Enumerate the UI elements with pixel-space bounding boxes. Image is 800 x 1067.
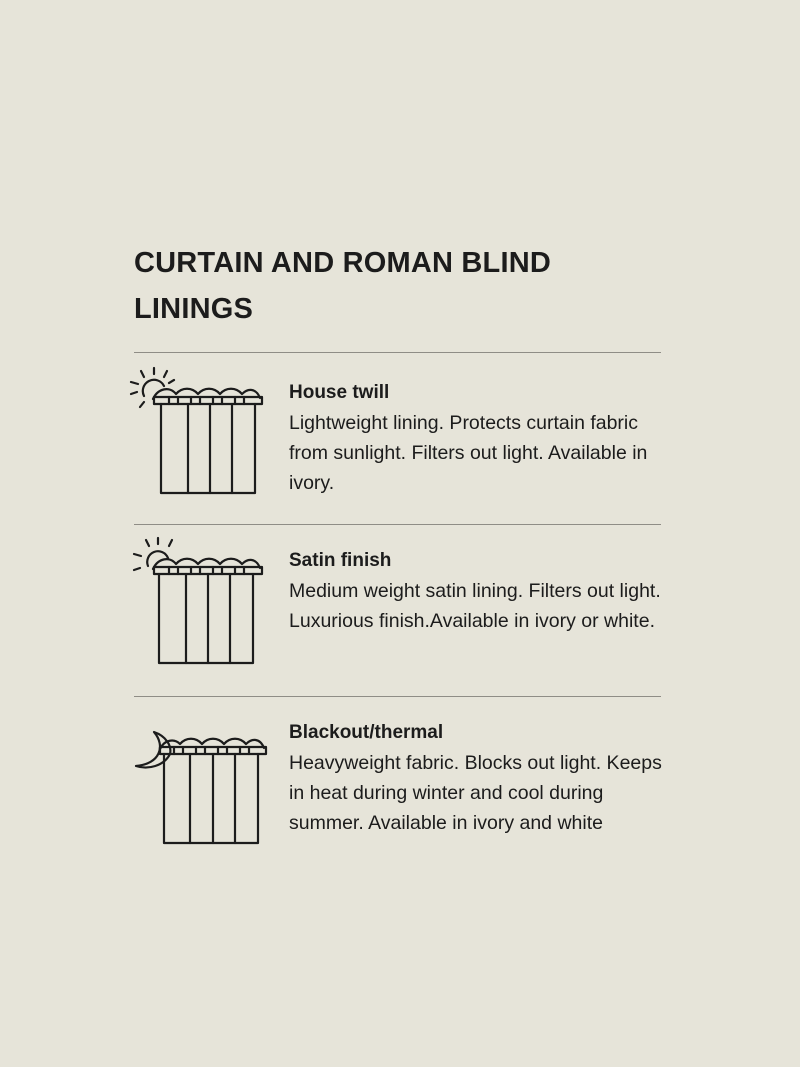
lining-heading: Satin finish xyxy=(289,550,392,571)
divider xyxy=(134,696,661,697)
curtain-sun-icon xyxy=(126,362,271,497)
curtain-moon-icon xyxy=(126,712,271,847)
lining-description: Lightweight lining. Protects curtain fabric from sunlight. Filters out light. Available in ivory. xyxy=(289,412,648,494)
lining-heading: Blackout/thermal xyxy=(289,722,444,743)
lining-heading: House twill xyxy=(289,382,390,403)
page-title: CURTAIN AND ROMAN BLIND LININGS xyxy=(134,247,552,325)
curtain-sun-icon xyxy=(126,532,271,667)
lining-description: Medium weight satin lining. Filters out light. Luxurious finish.Available in ivory or white. xyxy=(289,580,661,632)
divider xyxy=(134,524,661,525)
divider xyxy=(134,352,661,353)
lining-description: Heavyweight fabric. Blocks out light. Keeps in heat during winter and cool during summer. Available in ivory and white xyxy=(289,752,662,834)
